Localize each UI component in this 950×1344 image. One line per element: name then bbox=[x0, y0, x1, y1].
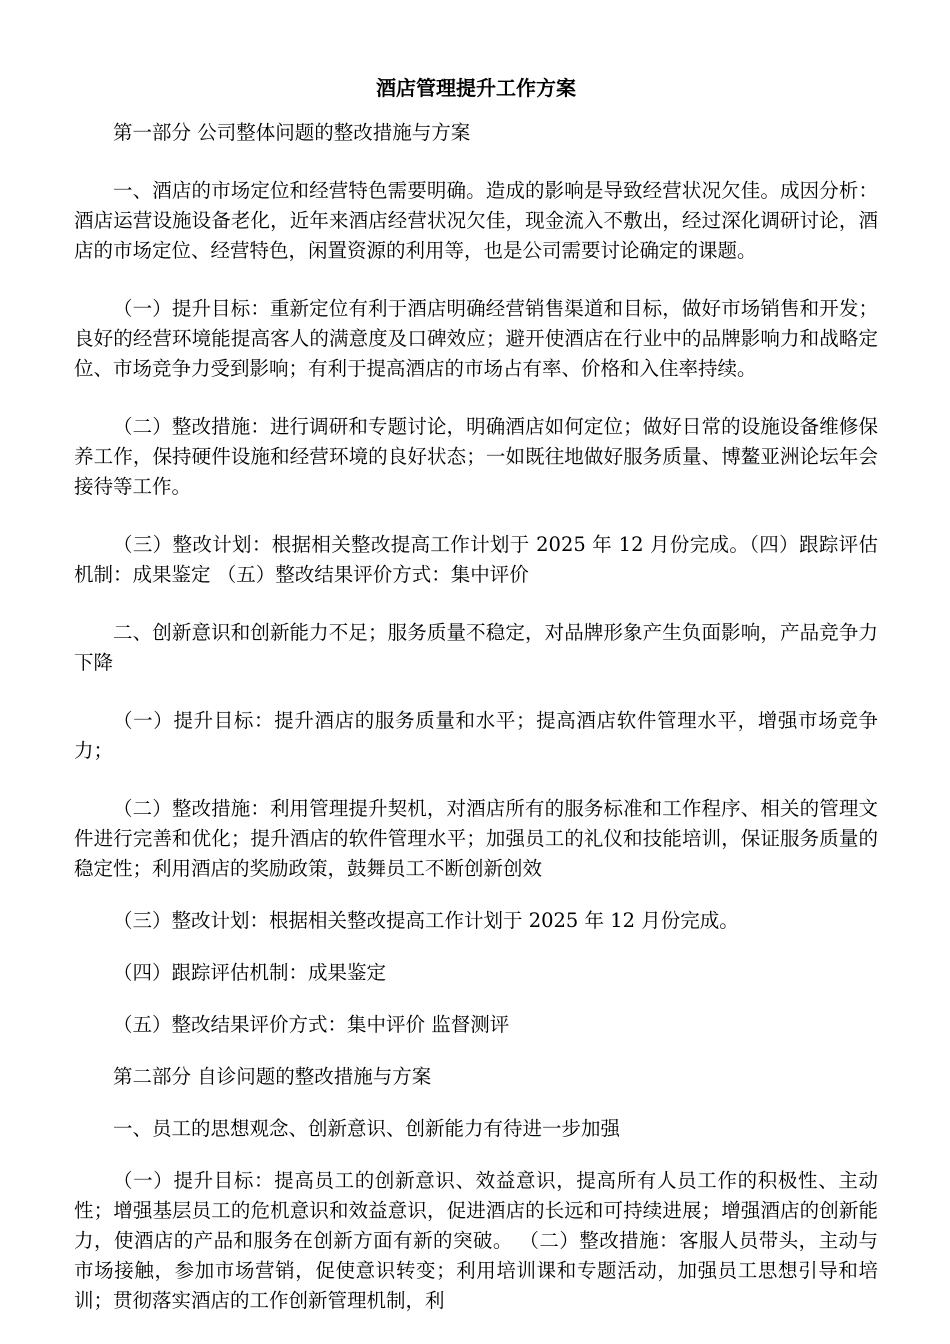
part-two-heading: 第二部分 自诊问题的整改措施与方案 bbox=[113, 1065, 432, 1088]
section-1-market-positioning: 一、酒店的市场定位和经营特色需要明确。造成的影响是导致经营状况欠佳。成因分析：酒店运营设施设备老化，近年来酒店经营状况欠佳，现金流入不敷出，经过深化调研讨论，酒店的市场定位、经营特色，闲置资源的利用等，也是公司需要讨论确定的课题。 bbox=[74, 179, 878, 262]
section-2-plan: （三）整改计划：根据相关整改提高工作计划于 2025 年 12 月份完成。 bbox=[113, 909, 739, 932]
section-2-innovation: 二、创新意识和创新能力不足；服务质量不稳定，对品牌形象产生负面影响，产品竞争力下降 bbox=[74, 621, 878, 674]
section-2-measures: （二）整改措施：利用管理提升契机，对酒店所有的服务标准和工作程序、相关的管理文件进行完善和优化；提升酒店的软件管理水平；加强员工的礼仪和技能培训，保证服务质量的稳定性；利用酒店的奖励政策，鼓舞员工不断创新创效 bbox=[74, 797, 878, 880]
document-title: 酒店管理提升工作方案 bbox=[376, 76, 576, 100]
section-1-plan: （三）整改计划：根据相关整改提高工作计划于 2025 年 12 月份完成。（四）跟踪评估机制：成果鉴定 （五）整改结果评价方式：集中评价 bbox=[74, 533, 878, 586]
section-1-measures: （二）整改措施：进行调研和专题讨论，明确酒店如何定位；做好日常的设施设备维修保养工作，保持硬件设施和经营环境的良好状态；一如既往地做好服务质量、博鳌亚洲论坛年会接待等工作。 bbox=[74, 415, 878, 498]
document-page bbox=[74, 72, 878, 1316]
part-one-heading: 第一部分 公司整体问题的整改措施与方案 bbox=[113, 121, 471, 144]
section-1-target: （一）提升目标：重新定位有利于酒店明确经营销售渠道和目标，做好市场销售和开发；良好的经营环境能提高客人的满意度及口碑效应；避开使酒店在行业中的品牌影响力和战略定位、市场竞争力受到影响；有利于提高酒店的市场占有率、价格和入住率持续。 bbox=[74, 297, 878, 380]
part-two-section-1-target: （一）提升目标：提高员工的创新意识、效益意识，提高所有人员工作的积极性、主动性；增强基层员工的危机意识和效益意识，促进酒店的长远和可持续进展；增强酒店的创新能力，使酒店的产品和服务在创新方面有新的突破。 （二）整改措施：客服人员带头，主动与市场接触，参加市场营销，促使意识转变；利用培训课和专题活动，加强员工思想引导和培训；贯彻落实酒店的工作创新管理机制，利 bbox=[74, 1169, 878, 1312]
section-2-target: （一）提升目标：提升酒店的服务质量和水平；提高酒店软件管理水平，增强市场竞争力； bbox=[74, 709, 878, 762]
part-two-section-1: 一、员工的思想观念、创新意识、创新能力有待进一步加强 bbox=[113, 1117, 621, 1140]
section-2-tracking: （四）跟踪评估机制：成果鉴定 bbox=[113, 961, 387, 984]
section-2-evaluation: （五）整改结果评价方式：集中评价 监督测评 bbox=[113, 1013, 510, 1036]
